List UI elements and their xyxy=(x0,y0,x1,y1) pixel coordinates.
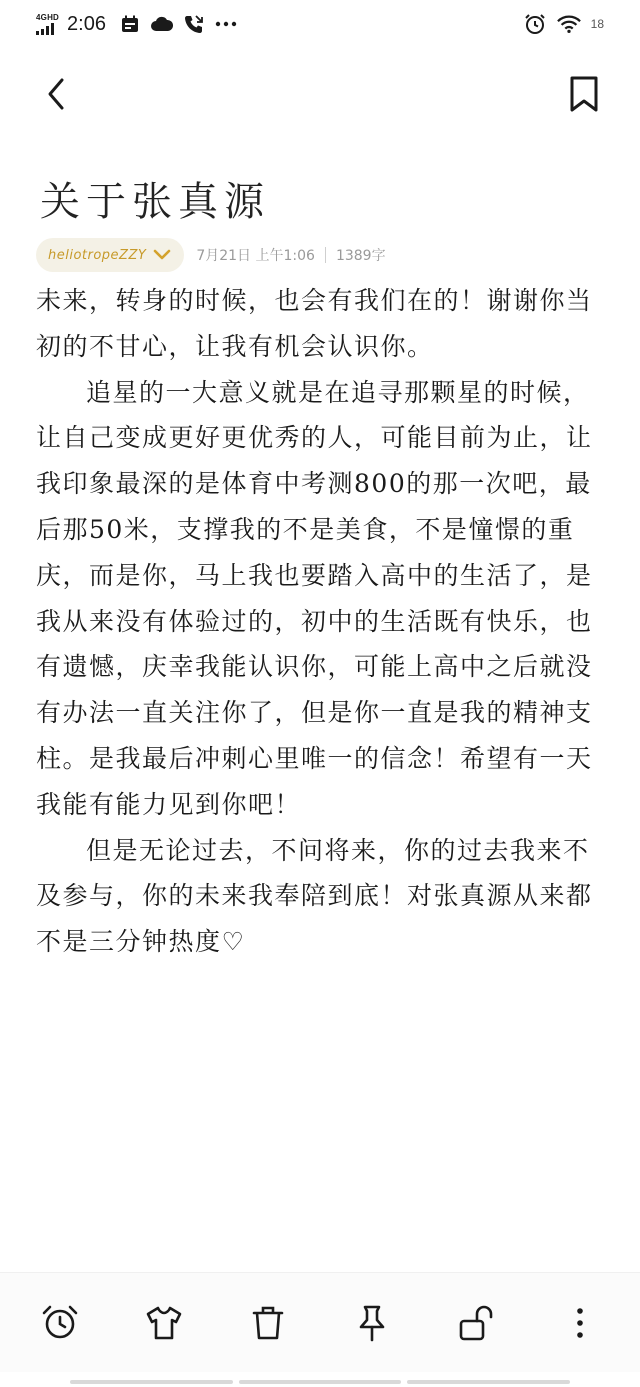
wifi-icon xyxy=(557,12,581,36)
alarm-icon xyxy=(523,12,547,36)
battery-level: 18 xyxy=(590,17,604,31)
calendar-icon xyxy=(118,12,142,36)
signal-icon xyxy=(36,23,54,35)
pin-button[interactable] xyxy=(346,1297,398,1349)
status-time: 2:06 xyxy=(67,12,106,35)
pin-icon xyxy=(352,1303,392,1343)
note-body[interactable] xyxy=(36,278,608,965)
back-button[interactable] xyxy=(36,74,76,114)
back-arrow-icon xyxy=(44,76,68,112)
bottom-toolbar xyxy=(0,1272,640,1372)
folder-selector[interactable] xyxy=(36,238,184,272)
more-button[interactable] xyxy=(554,1297,606,1349)
status-bar xyxy=(0,0,640,48)
bookmark-button[interactable] xyxy=(564,74,604,114)
note-meta xyxy=(36,238,386,272)
unlock-icon xyxy=(456,1303,496,1343)
alarm-icon xyxy=(40,1303,80,1343)
note-datetime: 7月21日 上午1:06 xyxy=(196,248,315,264)
note-paragraph: 但是无论过去，不问将来，你的过去我来不及参与，你的未来我奉陪到底！对张真源从来都不是三分钟热度♡ xyxy=(36,835,593,957)
cloud-icon xyxy=(150,12,174,36)
bookmark-icon xyxy=(569,76,599,112)
more-dots-icon xyxy=(214,12,238,36)
gesture-bar xyxy=(70,1380,570,1384)
network-label: 4GHD xyxy=(36,12,60,22)
reminder-button[interactable] xyxy=(34,1297,86,1349)
note-paragraph: 追星的一大意义就是在追寻那颗星的时候，让自己变成更好更优秀的人，可能目前为止，让我印象最深的是体育中考测800的那一次吧，最后那50米，支撑我的不是美食，不是憧憬的重庆，而是你，马上我也要踏入高中的生活了，是我从来没有体验过的，初中的生活既有快乐，也有遗憾，庆幸我能认识你，可能上高中之后就没有办法一直关注你了，但是你一直是我的精神支柱。是我最后冲刺心里唯一的信念！希望有一天我能有能力见到你吧！ xyxy=(36,377,593,819)
folder-name: heliotropeZZY xyxy=(48,247,147,263)
note-title[interactable]: 关于张真源 xyxy=(40,179,270,225)
lock-button[interactable] xyxy=(450,1297,502,1349)
more-vertical-icon xyxy=(574,1305,586,1341)
note-header xyxy=(0,62,640,126)
tshirt-icon xyxy=(144,1303,184,1343)
char-count: 1389字 xyxy=(335,248,386,264)
note-paragraph: 未来，转身的时候，也会有我们在的！谢谢你当初的不甘心，让我有机会认识你。 xyxy=(36,286,593,361)
network-indicator xyxy=(36,14,59,35)
skin-button[interactable] xyxy=(138,1297,190,1349)
meta-divider xyxy=(325,247,326,263)
delete-button[interactable] xyxy=(242,1297,294,1349)
trash-icon xyxy=(248,1303,288,1343)
missed-call-icon xyxy=(182,12,206,36)
chevron-down-icon xyxy=(152,248,172,262)
